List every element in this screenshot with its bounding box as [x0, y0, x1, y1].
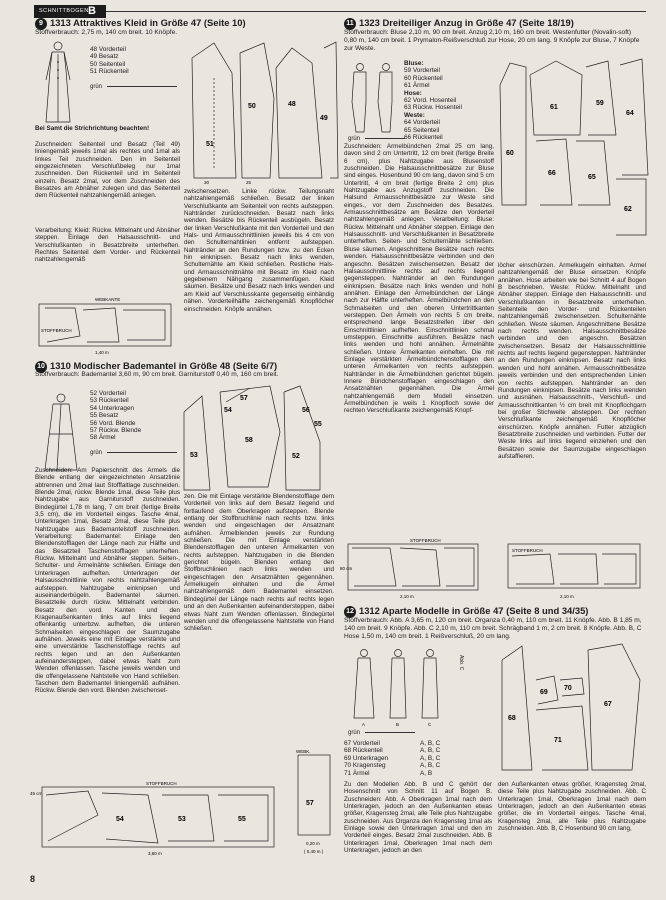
part-63: 63 Rückw. Hosenteil	[404, 104, 462, 112]
part-name: 68 Rückenteil	[344, 747, 383, 755]
section-10-parts	[90, 390, 141, 442]
part-53: 53 Rückenteil	[90, 397, 129, 405]
swatch-label: grün	[90, 84, 103, 90]
swatch-label: grün	[348, 730, 361, 736]
fabric-width: 3,60 m	[148, 851, 162, 856]
fabric-width: 1,40 m	[95, 350, 109, 355]
section-11-pattern-pieces	[496, 55, 656, 255]
svg-text:71: 71	[554, 737, 562, 744]
part-50: 50 Seitenteil	[90, 60, 126, 68]
section-11-title	[344, 17, 574, 30]
svg-text:57: 57	[306, 800, 314, 807]
section-10-pattern-pieces	[180, 382, 330, 497]
section-9-title	[35, 17, 246, 30]
svg-text:57: 57	[240, 395, 248, 402]
svg-text:56: 56	[302, 407, 310, 414]
svg-text:50: 50	[248, 103, 256, 110]
part-54: 54 Unterkragen	[90, 404, 135, 412]
dress-sketch	[38, 40, 78, 124]
svg-text:53: 53	[178, 816, 186, 823]
svg-text:69: 69	[540, 689, 548, 696]
section-12-title-text: 1312 Aparte Modelle in Größe 47 (Seite 8 und 34/35)	[359, 605, 589, 616]
section-9-number: 9	[35, 18, 47, 30]
layout-height: 45 cm	[30, 791, 43, 796]
part-models: A, B, C	[420, 740, 441, 747]
part-61: 61 Ärmel	[404, 82, 430, 90]
fabric-label-webk: WEBK.	[296, 749, 311, 754]
part-51: 51 Rückenteil	[90, 68, 129, 76]
part-models: A, B, C	[420, 762, 441, 770]
part-66: 66 Rückenteil	[404, 134, 443, 142]
svg-text:48: 48	[288, 101, 296, 108]
group-weste: Weste:	[404, 111, 425, 119]
part-48: 48 Vorderteil	[90, 46, 126, 53]
section-11-number: 11	[344, 18, 356, 30]
section-10-col2: zen. Die mit Einlage verstärkte Blendenstofflage dem Vorderteil von links auf dem Besatz liegend und fortlaufend dem Oberkragen aufsteppen. Blende entlang der Stoffbruchlinie nach rechts bzw. links wenden und eingeschlagen der Ansatznaht aufnähen. Ärmelblenden jeweils zur Rundung schließen. Die mit Einlage verstärkten Blendenstofflagen den unteren Ärmelkanten von rechts aufsteppen. Nahtzugaben in die Blenden gerichtet bügeln. Blenden entlang den Stoffbruchlinien nach links wenden und eingeschlagen den Ansatznähten gegennähen. Ärmelkugeln einhalten und die Ärmel nahtzahlengemäß dem Bademantel einsetzen. Bindegürtel der Länge nach rechts auf rechts legen und an den Außenkanten aufeinandersteppen, dabei etwas Naht zum Wenden offenlassen. Bindegürtel wenden und die offengelassene Nahtstelle von Hand schließen.	[184, 493, 334, 633]
section-9-fabric: Stoffverbrauch: 2,75 m, 140 cm breit. 10 Knöpfe.	[35, 29, 178, 36]
part-68	[344, 747, 464, 754]
figure-a-label: A	[362, 722, 366, 727]
fabric-label-stoffbruch: STOFFBRUCH	[41, 328, 72, 333]
header-letter: B	[88, 5, 96, 17]
section-9-parts	[90, 46, 129, 76]
suit-sketch	[346, 62, 402, 134]
svg-text:68: 68	[508, 715, 516, 722]
section-12-fabric: Stoffverbrauch: Abb. A 3,65 m, 120 cm breit. Organza 0,40 m, 110 cm breit. 11 Knöpfe. Abb. B 1,85 m, 140 cm breit. 9 Knöpfe. Abb. C 2,10 m, 110 cm breit. Schrägband 1 m, 2 cm breit. 8 Knöpfe. Abb. B, C Hose 1,50 m, 140 cm breit. 1 Reißverschluß, 20 cm lang.	[344, 617, 642, 640]
svg-text:25: 25	[246, 180, 252, 185]
section-10-col1: Zuschneiden: Am Papierschnitt des Ärmels die Blende entlang der eingezeichneten Ansatzlinie abtrennen und 2mal laut Stofffaltlage zuschneiden. Blende 2mal, rückw. Blende 1mal, diese Teile plus Nahtzugabe aus Garniturstoff zuschneiden. Bindegürtel 1,78 m lang, 7 cm breit (fertige Breite 3,5 cm), die im Vorderteil einges. Tasche 4mal, Unterkragen 1mal, Besatz 2mal, diese Teile plus Nahtzugabe aus Bademantelstoff zuschneiden. Verarbeitung: Bademantel: Einlage den Blendenstofflagen der Länge nach zur Hälfte und das Besatzteil Taschenstofflagen unterheften. Rückw. Mittelnaht und Abnäher steppen. Seiten-, Schulter- und Ärmelnähte schließen. Einlage den Unterkragen aufheften. Unterkragen der Halsausschnittlinie von rechts nahtzahlengemäß aufsteppen. Nahtzugabe einknipsen und auseinanderbügeln. Bademantel säumen. Besatzteile durch rückw. Mittelnaht verbinden. Besatz den vord. Kanten und den Kragenaußenkanten links auf links liegend offenkantig unterbzw. aufheften, die unteren Schmalseiten eingeschlagen der Saumzugabe aufnähen. Jeweils eine mit Einlage verstärkte und eine unverstärkte Taschenstofflage rechts auf rechts legen und an den Außenkanten aufeinandersteppen, dabei etwas Naht zum Wenden offenlassen. Tasche jeweils wenden und die offengelassene Nahtstelle von Hand schließen. Taschen dem Bademantel liniengemäß aufnähen. Rückw. Blende den vord. Blenden zwischenset-	[35, 467, 180, 695]
page-number: 8	[30, 874, 36, 884]
models-sketch	[350, 648, 450, 727]
section-10-fabric: Stoffverbrauch: Bademantel 3,60 m, 90 cm breit. Garniturstoff 0,40 m, 160 cm breit.	[35, 371, 279, 378]
fabric-label-stoffbruch: STOFFBRUCH	[146, 781, 177, 786]
part-59: 59 Vorderteil	[404, 67, 440, 75]
svg-text:52: 52	[292, 453, 300, 460]
svg-text:65: 65	[588, 174, 596, 181]
bathrobe-sketch	[40, 392, 82, 472]
svg-text:58: 58	[245, 437, 253, 444]
svg-text:60: 60	[506, 150, 514, 157]
svg-text:61: 61	[550, 104, 558, 111]
section-12-col1: Zu den Modellen Abb. B und C gehört der Hosenschnitt von Schnitt 11 auf Bogen B. Zuschneiden: Abb. A Oberkragen 1mal nach dem Unterkragen, jedoch an den Außenkanten etwas größer, Kragensteg 2mal, alle Teile plus Nahtzugabe zuschneiden. Aus Organza den Kragensteg 1mal als Einlage sowie den Unterkragen 1mal und den im Vorderteil einges. Besatz 2mal zuschneiden. Abb. B Unterkragen 1mal, Oberkragen 1mal nach dem Unterkragen, jedoch an den	[344, 781, 492, 855]
part-70	[344, 762, 464, 769]
section-12-parts	[344, 740, 464, 777]
section-9-note: Bei Samt die Strichrichtung beachten!	[35, 125, 150, 132]
svg-text:67: 67	[604, 701, 612, 708]
section-12-pattern-pieces	[492, 640, 652, 775]
layout-height: 80 cm	[340, 566, 353, 571]
svg-text:53: 53	[190, 452, 198, 459]
section-12-title	[344, 605, 588, 618]
section-10-title-text: 1310 Modischer Bademantel in Größe 48 (Seite 6/7)	[50, 360, 278, 371]
part-69	[344, 755, 464, 762]
section-11-cutting-layout	[340, 538, 650, 602]
swatch-label: grün	[90, 450, 103, 456]
section-10-swatch	[90, 450, 177, 456]
part-62: 62 Vord. Hosenteil	[404, 97, 457, 105]
fabric-width-sub: ( 0,40 m )	[304, 849, 324, 854]
part-57: 57 Rückw. Blende	[90, 427, 142, 435]
section-9-zuschneiden: Zuschneiden: Seitenteil und Besatz (Teil 49) liniengemäß jeweils 1mal als rechtes und 1mal als linkes Teil zuschneiden. Den im Seitenteil eingezeichneten Verschlußbeleg nur 1mal zuschneiden. Den Rückenteil und im Seitenteil einzeln. Besatz 2mal, vor dem Zuschneiden des Besatzes am Abnäher zulegen und das Seitenteil dem Rückenteil nahtzahlengemäß anlegen.	[35, 141, 180, 200]
section-12-number: 12	[344, 606, 356, 618]
section-11-fabric: Stoffverbrauch: Bluse 2,10 m, 90 cm breit. Anzug 2,10 m, 160 cm breit. Westenfutter (Novalin-soft) 0,80 m, 140 cm breit. 1 Prymalon-Reißverschluß zur Hose, 20 cm lang. 9 Knöpfe zur Bluse, 7 Knöpfe zur Weste.	[344, 29, 640, 52]
svg-text:70: 70	[564, 685, 572, 692]
section-12-side-label: Abb. C	[458, 655, 464, 671]
part-55: 55 Besatz	[90, 412, 119, 420]
svg-text:51: 51	[206, 141, 214, 148]
part-name: 67 Vorderteil	[344, 740, 380, 747]
svg-text:STOFFBRUCH: STOFFBRUCH	[512, 548, 543, 553]
svg-text:54: 54	[224, 407, 232, 414]
part-71	[344, 770, 464, 777]
swatch-label: grün	[348, 136, 361, 142]
section-11-swatch	[348, 136, 405, 142]
part-65: 65 Seitenteil	[404, 126, 440, 134]
part-67	[344, 740, 464, 747]
header-label: SCHNITTBOGEN	[39, 8, 89, 14]
figure-c-label: C	[428, 722, 432, 727]
section-11-title-text: 1323 Dreiteiliger Anzug in Größe 47 (Seite 18/19)	[359, 17, 574, 28]
group-hose: Hose:	[404, 89, 422, 97]
section-12-col2: den Außenkanten etwas größer, Kragensteg 2mal, diese Teile plus Nahtzugabe zuschneiden. Abb. C Unterkragen 1mal, Oberkragen 1mal nach dem Unterkragen, jedoch an den Außenkanten etwas größer, die im Vorderteil einges. Tasche 4mal, Kragensteg 2mal, alle Teile plus Nahtzugabe zuschneiden. Abb. B, C Hosenbund 90 cm lang,	[498, 781, 646, 833]
section-11-parts	[404, 60, 462, 141]
part-models: A, B, C	[420, 747, 441, 755]
section-9-swatch	[90, 84, 177, 90]
fabric-width-2: 0,20 m	[306, 841, 320, 846]
section-9-col2: zwischensetzen. Linke rückw. Teilungsnaht nahtzahlengemäß schließen. Besatz der linken Verschlußkante am Seitenteil von rechts aufsteppen. Nahtränder zurückschneiden. Besatz nach links wenden. Besätze bis Rückenteil ausbügeln. Besatz der linken Verschlußkante mit den Vorderteil und den Hals- und Armausschnittlinien jeweils bis 4 cm von den Schulternahtlinien entfernt aufsteppen. Nahtränder an den Rundungen bzw. zu den Ecken hin einknipsen. Besatz nach links wenden, Schulternähte am Kleid schließen. Restliche Hals- und Armausschnittnähte mit Besatz im Kleid nach gegebenem Nähgang zusammenfügen. Kleid säumen. Besätze und Besatz nach links wenden und am Kleid auf Verschlusskante gegenseitig einhändig nähen. Vorderteilhälfte zeichengemäß Knopflöcher einschneiden. Knöpfe annähen.	[184, 188, 334, 313]
part-49: 49 Besatz	[90, 53, 119, 61]
part-models: A, B	[420, 769, 433, 777]
section-12-swatch	[348, 730, 415, 736]
section-10-number: 10	[35, 361, 47, 373]
part-52: 52 Vorderteil	[90, 390, 126, 397]
part-58: 58 Ärmel	[90, 434, 116, 442]
fabric-label-stoffbruch: STOFFBRUCH	[410, 538, 441, 543]
svg-text:55: 55	[238, 816, 246, 823]
section-9-title-text: 1313 Attraktives Kleid in Größe 47 (Seite 10)	[50, 17, 246, 28]
svg-text:49: 49	[320, 115, 328, 122]
section-9-verarbeitung: Verarbeitung: Kleid: Rückw. Mittelnaht und Abnäher steppen. Einlage den Halsausschnitt- und Verschlußkanten in Besatzbreite unterheften. Rechtes Seitenteil dem Vorder- und Rückenteil nahtzahlengemäß	[35, 227, 180, 264]
group-bluse: Bluse:	[404, 60, 424, 67]
svg-text:59: 59	[596, 100, 604, 107]
section-10-cutting-layout	[28, 749, 340, 875]
part-name: 71 Ärmel	[344, 769, 370, 777]
fabric-width-2: 2,10 m	[560, 594, 574, 599]
part-60: 60 Rückenteil	[404, 74, 443, 82]
svg-text:62: 62	[624, 206, 632, 213]
figure-b-label: B	[396, 722, 400, 727]
svg-text:54: 54	[116, 816, 124, 823]
section-11-col2: löcher einschürzen. Ärmelkugeln einhalten. Ärmel nahtzahlengemäß der Bluse einsetzen. Knöpfe annähen. Hose arbeiten wie bei Schnitt 4 auf Bogen B beschrieben. Weste: Rückw. Mittelnaht und Abnäher steppen. Einlage den Halsausschnitt- und Verschlußkanten in Besatzbreite unterheften. Seitenteile den Vorder- und Rückenteilen nahtzahlengemäß zwischensetzen. Schulternähte schließen. Weste säumen. Angeschnittene Besätze nach rechts wenden. Halsausschnittbesätze verbinden und den angeschn. Besätzen zwischensetzen. Besatz der Halsausschnittlinie rechts auf rechts liegend gegensteppen. Nahtränder an den Rundungen einknipsen. Besatz nach links wenden und hohl annähen. Armausschnittbesätze jeweils verbinden und den entsprechenden Linien von rechts aufsteppen. Nahtränder an den Rundungen einknipsen. Besätze nach links wenden und ausnähen. Halsausschnitt-, Verschluß- und Armausschnittkanten ½ cm breit mit Knopflochgarn bei großer Stichweite absteppen. Der rechten Verschlußkante zeichengemäß Knopflöcher einschürzen. Knöpfe annähen. Futter abzüglich Besatzbreite zuschneiden und verbinden. Futter der Weste links auf links liegend einziehen und den Besätzen sowie der Saumzugabe eingeschlagen aufstaffieren.	[498, 262, 646, 460]
header-rule	[106, 11, 646, 12]
part-64: 64 Vorderteil	[404, 119, 440, 127]
fabric-label-webkante: WEBKANTE	[95, 297, 121, 302]
section-9-pattern-pieces	[184, 38, 339, 183]
part-models: A, B, C	[420, 754, 441, 762]
part-name: 70 Kragensteg	[344, 762, 386, 770]
svg-text:55: 55	[314, 421, 322, 428]
fabric-width: 2,10 m	[400, 594, 414, 599]
svg-text:66: 66	[548, 170, 556, 177]
section-11-col1: Zuschneiden: Ärmelbündchen 2mal 25 cm lang, davon sind 2 cm Untertritt, 12 cm breit (fertige Breite 6 cm), plus Nahtzugabe aus Blusenstoff zuschneiden. Die Halsausschnittbesätze zur Bluse sind einges. Hosenbund 90 cm lang, davon sind 5 cm Untertritt, 4 cm breit (fertige Breite 2 cm) plus Nahtzugabe aus Anzugstoff zuschneiden. Die Halsund Armausschnittbesätze zur Weste sind einges., vor dem Zuschneiden des Besatzes. Armausschnittbesätze am Besätze den Vorderteil nahtzahlengemäß anlegen. Verarbeitung: Bluse: Rückw. Mittelnaht und Abnäher steppen. Einlage den Halsausschnitt- und Verschlußkanten in Besatzbreite unterheften. Seiten- und Schulternähte schließen. Bluse säumen. Angeschnittene Besätze nach rechts wenden. Halsausschnittbesätze verbinden und den angeschn. Besätzen zwischensetzen. Besatz der Halsausschnittlinie rechts auf rechts liegend gegensteppen. Nahtränder an den Rundungen einknipsen. Besätze nach links wenden und hohl annähen. Einlage den Ärmelbündchen der Länge nach zur Hälfte unterheften. Ärmelbündchen an den Schmalseiten und den oberen Untertrittkanten versteppen. Den Ärmeln von rechts 5 cm breite, entsprechend lange Besatzstreifen über den Einschnittlinien aufheften. Einschnittlinien schmal umsteppen. Einschnitte ausführen. Besätze nach links wenden und hohl annähen. Ärmelnähte schließen. Untere Ärmelkanten einheften. Die mit Einlage verstärkten Ärmelbündchenstofflagen den unteren Ärmelkanten von rechts aufsteppen. Nahtränder in die Ärmelbündchen gerichtet bügeln. Innere Bündchenstofflagen eingeschlagen den Ansatznähten gegennähen. Die Ärmel nahtzahlengemäß dem Modell einsetzen. Ärmelbündchen je weils 1 Knopfloch sowie der rechten Verschlußkante zeichengemäß Knopf-	[344, 143, 494, 415]
svg-text:30: 30	[204, 180, 210, 185]
svg-text:64: 64	[626, 110, 634, 117]
part-56: 56 Vord. Blende	[90, 419, 136, 427]
section-9-cutting-layout	[35, 296, 180, 356]
part-name: 69 Unterkragen	[344, 754, 389, 762]
